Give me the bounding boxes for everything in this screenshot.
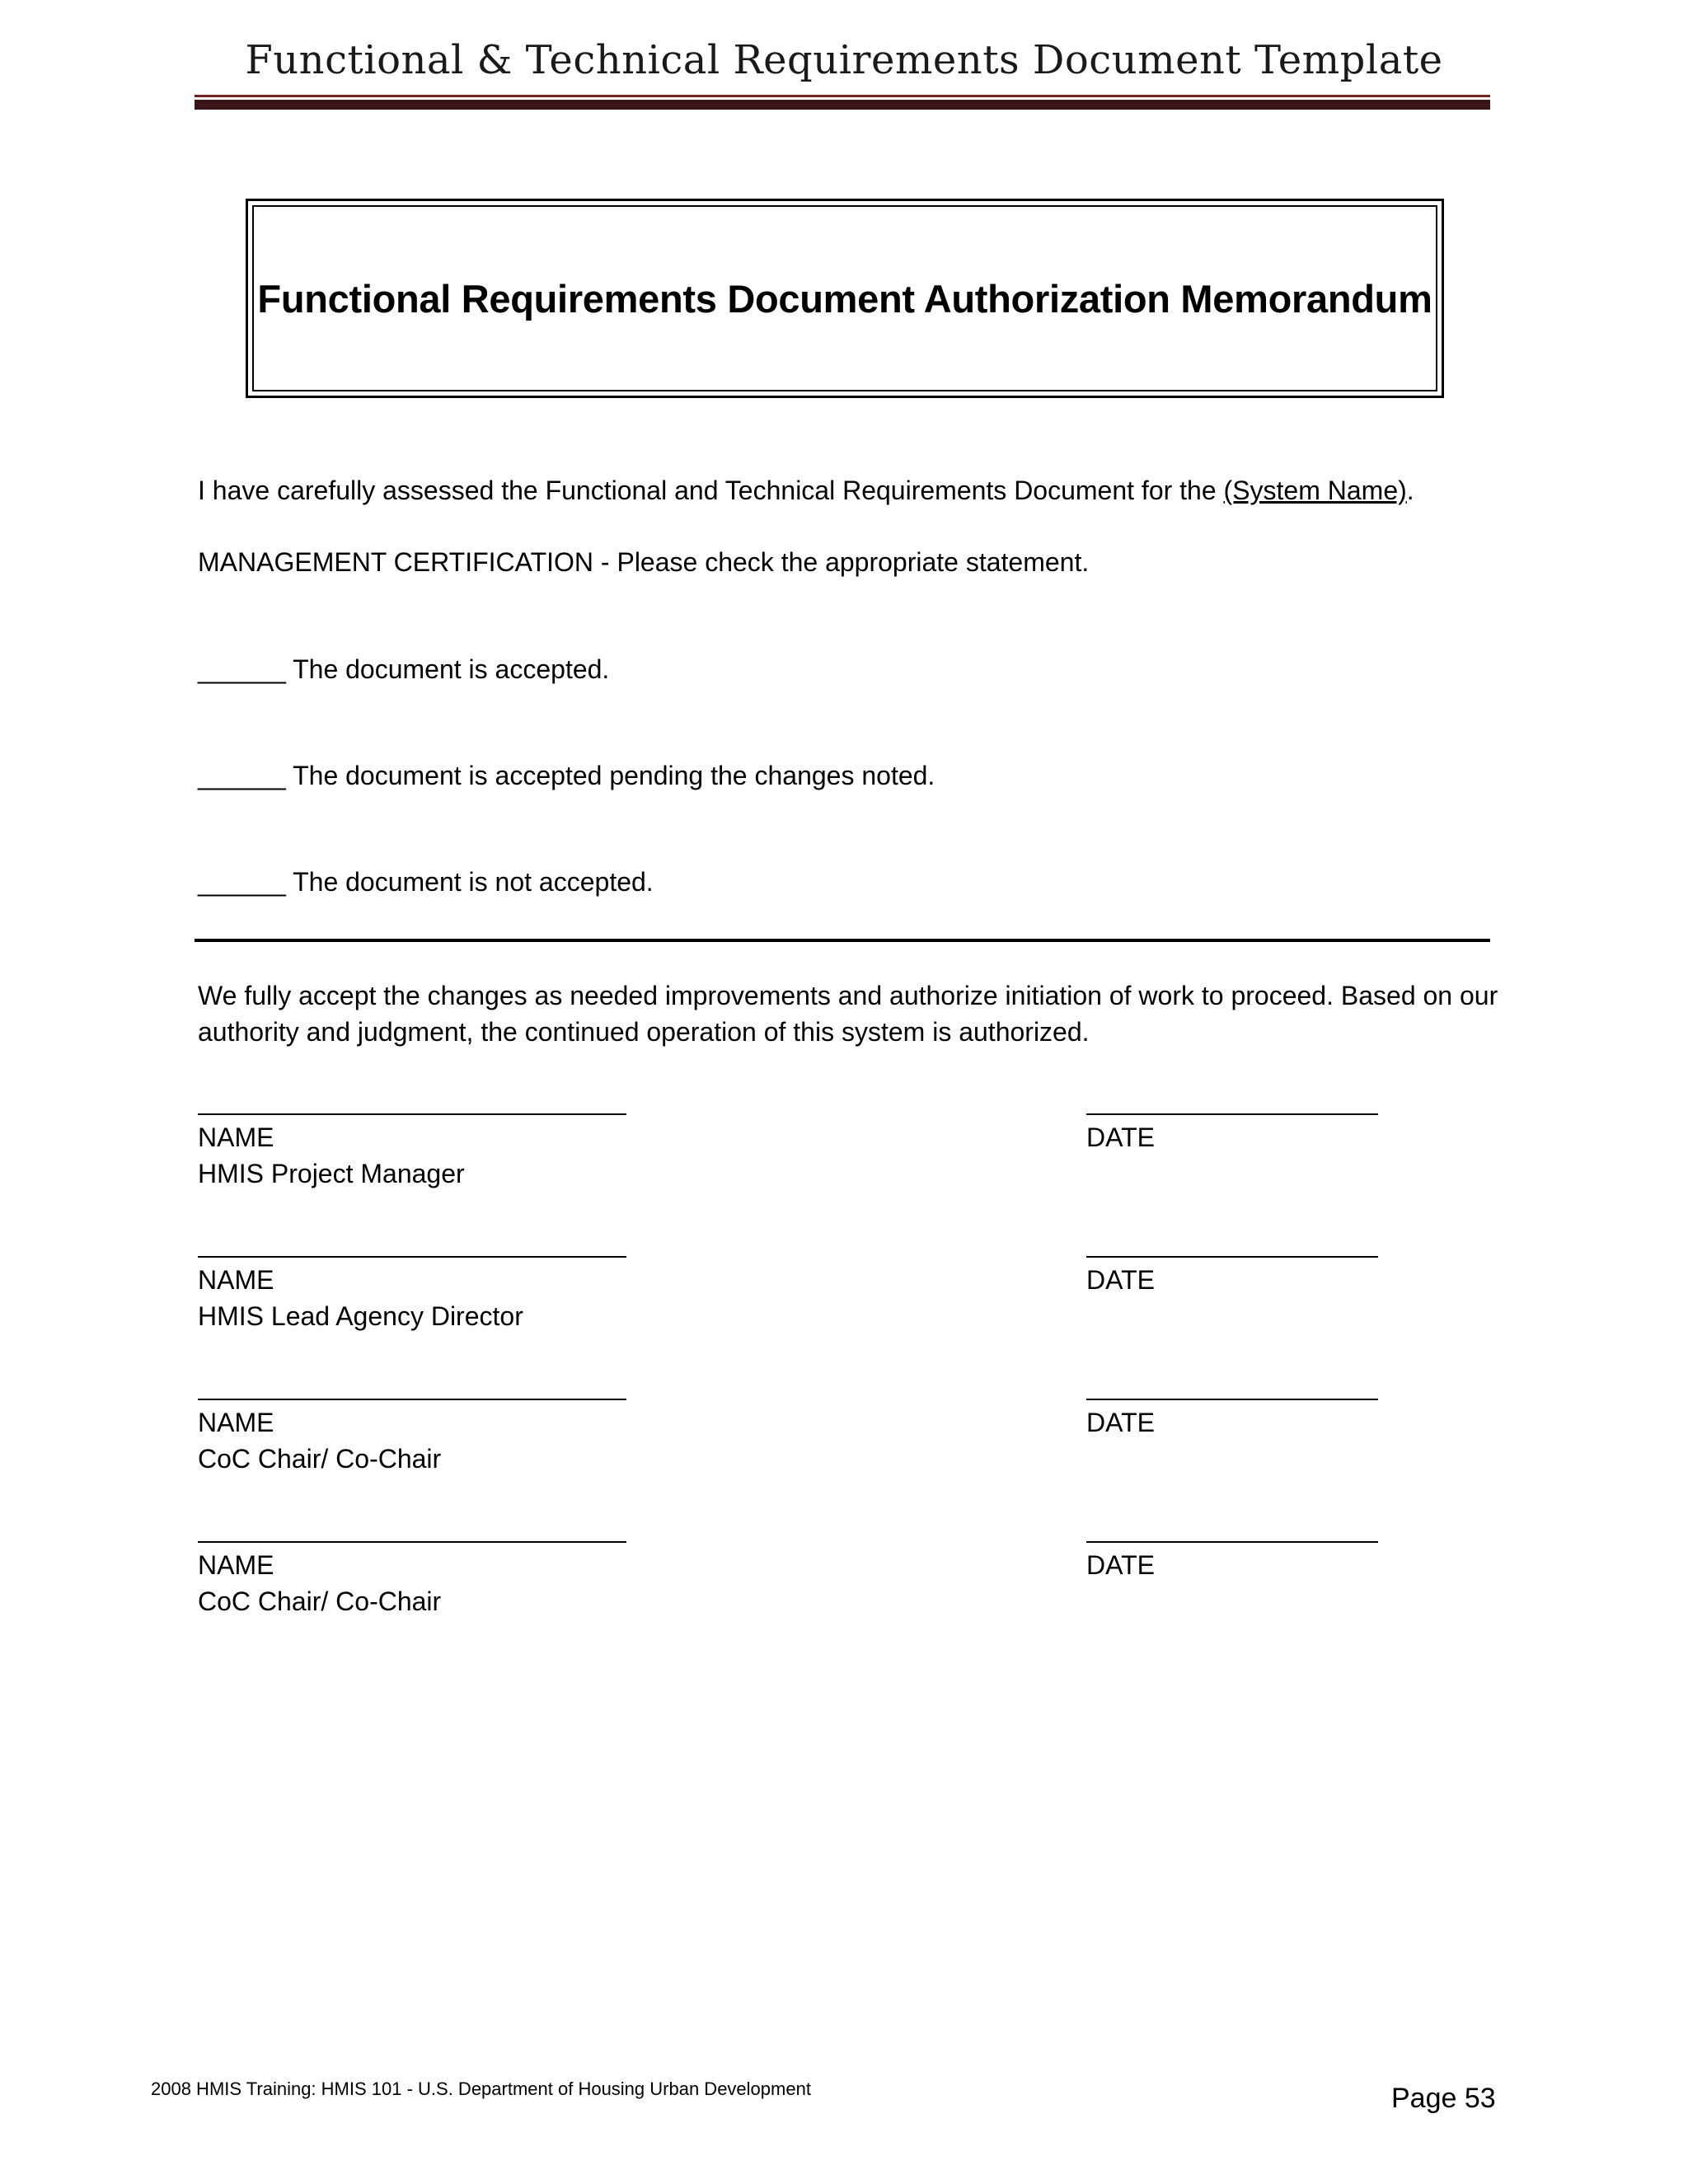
section-divider bbox=[195, 939, 1490, 942]
signature-line[interactable] bbox=[198, 1113, 626, 1115]
check-blank[interactable]: ______ bbox=[198, 761, 286, 790]
name-label: NAME bbox=[198, 1550, 274, 1580]
date-line[interactable] bbox=[1086, 1541, 1378, 1543]
intro-text: I have carefully assessed the Functional and Technical Requirements Document for the bbox=[198, 476, 1224, 505]
authorization-line-2: authority and judgment, the continued operation of this system is authorized. bbox=[198, 1017, 1090, 1047]
check-blank[interactable]: ______ bbox=[198, 867, 286, 897]
signer-role: HMIS Lead Agency Director bbox=[198, 1301, 523, 1331]
authorization-paragraph bbox=[198, 977, 1498, 1050]
certification-heading: MANAGEMENT CERTIFICATION - Please check the appropriate statement. bbox=[198, 547, 1090, 577]
signature-block-2 bbox=[198, 1262, 523, 1334]
date-label: DATE bbox=[1086, 1550, 1155, 1580]
signature-line[interactable] bbox=[198, 1399, 626, 1400]
system-name-placeholder: (System Name) bbox=[1223, 476, 1407, 505]
name-label: NAME bbox=[198, 1265, 274, 1295]
option-accepted-pending bbox=[198, 757, 935, 794]
signer-role: CoC Chair/ Co-Chair bbox=[198, 1586, 442, 1616]
signature-block-4 bbox=[198, 1547, 441, 1619]
name-label: NAME bbox=[198, 1408, 274, 1437]
date-line[interactable] bbox=[1086, 1113, 1378, 1115]
signature-line[interactable] bbox=[198, 1256, 626, 1258]
name-label: NAME bbox=[198, 1122, 274, 1152]
page-number: Page 53 bbox=[1391, 2083, 1496, 2114]
footer-source: 2008 HMIS Training: HMIS 101 - U.S. Department of Housing Urban Development bbox=[151, 2079, 811, 2099]
authorization-line-1: We fully accept the changes as needed improvements and authorize initiation of work to proceed. Based on our bbox=[198, 981, 1498, 1010]
signer-role: HMIS Project Manager bbox=[198, 1159, 465, 1188]
date-line[interactable] bbox=[1086, 1399, 1378, 1400]
header-rule-thin bbox=[195, 95, 1490, 97]
signature-block-1 bbox=[198, 1119, 465, 1192]
date-line[interactable] bbox=[1086, 1256, 1378, 1258]
page-header-title: Functional & Technical Requirements Document Template bbox=[245, 37, 1443, 83]
header-rule-thick bbox=[195, 100, 1490, 110]
date-label: DATE bbox=[1086, 1408, 1155, 1437]
option-label: The document is accepted pending the changes noted. bbox=[285, 761, 935, 790]
signature-line[interactable] bbox=[198, 1541, 626, 1543]
option-accepted bbox=[198, 651, 609, 687]
intro-period: . bbox=[1406, 476, 1414, 505]
date-label: DATE bbox=[1086, 1122, 1155, 1152]
option-label: The document is not accepted. bbox=[285, 867, 654, 897]
signer-role: CoC Chair/ Co-Chair bbox=[198, 1444, 442, 1474]
memo-title-box-inner bbox=[252, 205, 1437, 391]
option-not-accepted bbox=[198, 864, 654, 900]
check-blank[interactable]: ______ bbox=[198, 654, 286, 684]
option-label: The document is accepted. bbox=[285, 654, 610, 684]
signature-block-3 bbox=[198, 1404, 441, 1477]
intro-paragraph bbox=[198, 472, 1414, 509]
date-label: DATE bbox=[1086, 1265, 1155, 1295]
memo-title-box bbox=[246, 199, 1444, 398]
memo-title: Functional Requirements Document Authorization Memorandum bbox=[257, 276, 1432, 321]
